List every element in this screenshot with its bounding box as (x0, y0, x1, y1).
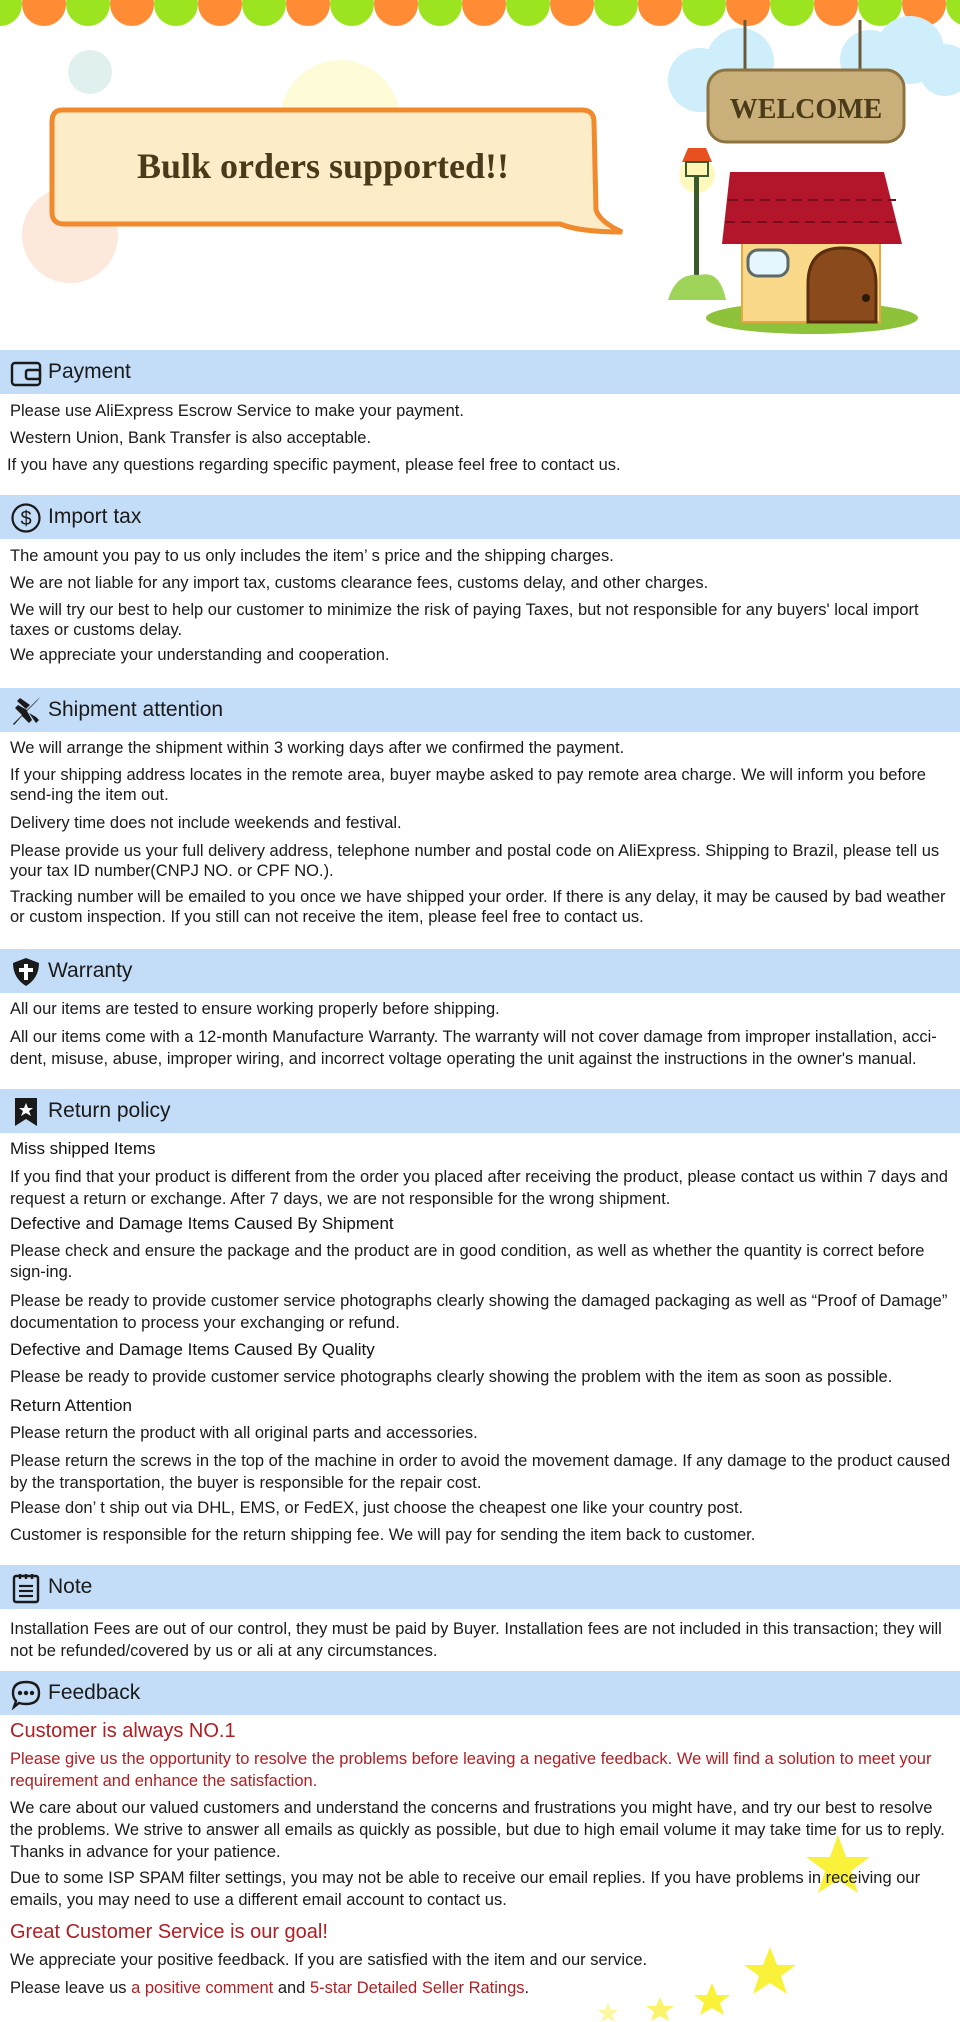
seller-ratings-link[interactable]: 5-star Detailed Seller Ratings (309, 1979, 525, 1997)
feedback-leave-prefix: Please leave us (10, 1979, 132, 1997)
section-title-return-policy: Return policy (48, 1099, 171, 1122)
section-bar-import-tax (0, 495, 960, 539)
payment-line-1: Please use AliExpress Escrow Service to make your payment. (10, 402, 464, 420)
shipment-line-3: Delivery time does not include weekends and festival. (10, 814, 402, 832)
shield-cross-icon (10, 956, 42, 988)
return-attention-line-4: Customer is responsible for the return shipping fee. We will pay for sending the item back to customer. (10, 1526, 756, 1544)
import-tax-line-3: We will try our best to help our customer to minimize the risk of paying Taxes, but not responsible for any buyers' local import taxes or customs delay. (10, 601, 919, 639)
section-title-feedback: Feedback (48, 1681, 141, 1704)
banner-headline: Bulk orders supported!! (136, 146, 510, 186)
payment-line-3: If you have any questions regarding specific payment, please feel free to contact us. (7, 456, 621, 474)
feedback-text-3: We appreciate your positive feedback. If you are satisfied with the item and our service. (10, 1951, 648, 1969)
section-bar-note (0, 1565, 960, 1609)
house-icon (706, 172, 918, 334)
lamp-post-icon (668, 148, 726, 300)
welcome-sign-text: WELCOME (729, 94, 883, 125)
positive-comment-link[interactable]: a positive comment (131, 1979, 274, 1997)
return-attention-line-3: Please don’ t ship out via DHL, EMS, or FedEX, just choose the cheapest one like your country post. (10, 1499, 744, 1517)
warranty-line-2: All our items come with a 12-month Manufacture Warranty. The warranty will not cover damage from improper installation, acci-dent, misuse, abuse, improper wiring, and incorrect voltage operating the unit against the instructions in the owner's manual. (10, 1028, 937, 1068)
dollar-icon (10, 502, 42, 534)
note-text: Installation Fees are out of our control, they must be paid by Buyer. Installation fees are not included in this transaction; they will not be refunded/covered by us or ali at any circumstances. (10, 1620, 942, 1660)
notepad-icon (10, 1572, 42, 1604)
feedback-red-text: Please give us the opportunity to resolve the problems before leaving a negative feedback. We will find a solution to meet your requirement and enhance the satisfaction. (10, 1750, 932, 1790)
shipment-line-1: We will arrange the shipment within 3 working days after we confirmed the payment. (10, 739, 625, 757)
feedback-headline-1: Customer is always NO.1 (10, 1720, 236, 1742)
chat-bubble-icon (10, 1678, 42, 1710)
import-tax-line-1: The amount you pay to us only includes the item’ s price and the shipping charges. (10, 547, 614, 565)
return-miss-text: If you find that your product is different from the order you placed after receiving the product, please contact us within 7 days and request a return or exchange. After 7 days, we are not responsible for the wrong shipment. (10, 1168, 948, 1208)
return-attention-heading: Return Attention (10, 1396, 132, 1415)
feedback-period: . (524, 1979, 530, 1997)
bookmark-star-icon (10, 1096, 42, 1128)
airplane-icon (10, 695, 42, 727)
section-title-warranty: Warranty (48, 959, 133, 982)
star-icon (598, 2003, 618, 2022)
star-icon (646, 1997, 674, 2021)
feedback-text-2: Due to some ISP SPAM filter settings, you may not be able to receive our email replies. If you have problems in receiving our emails, you may need to use a different email account to contact us. (10, 1869, 921, 1909)
svg-text:$: $ (20, 508, 32, 530)
return-shipment-text-2: Please be ready to provide customer service photographs clearly showing the damaged packaging as well as “Proof of Damage” documentation to process your exchanging or refund. (10, 1292, 948, 1332)
return-quality-text: Please be ready to provide customer service photographs clearly showing the problem with the item as soon as possible. (10, 1368, 893, 1386)
section-title-import-tax: Import tax (48, 505, 142, 528)
feedback-headline-2: Great Customer Service is our goal! (10, 1921, 328, 1943)
section-bar-payment (0, 350, 960, 394)
section-bar-feedback (0, 1671, 960, 1715)
feedback-text-1: We care about our valued customers and understand the concerns and frustrations you might have, and try our best to resolve the problems. We strive to answer all emails as quickly as possible, but due to high email volume it may take time for us to reply. Thanks in advance for your patience. (10, 1799, 945, 1861)
scallop-border (0, 0, 960, 26)
section-bar-warranty (0, 949, 960, 993)
warranty-line-1: All our items are tested to ensure working properly before shipping. (10, 1000, 500, 1018)
wallet-icon (10, 357, 42, 389)
return-shipment-heading: Defective and Damage Items Caused By Shipment (10, 1214, 394, 1233)
shipment-line-5: Tracking number will be emailed to you once we have shipped your order. If there is any delay, it may be caused by bad weather or custom inspection. If you still can not receive the item, please feel free to contact us. (10, 888, 946, 926)
payment-line-2: Western Union, Bank Transfer is also acceptable. (10, 429, 372, 447)
return-shipment-text-1: Please check and ensure the package and the product are in good condition, as well as whether the quantity is correct before sign-ing. (10, 1242, 925, 1281)
section-title-shipment: Shipment attention (48, 698, 224, 721)
import-tax-line-4: We appreciate your understanding and cooperation. (10, 646, 390, 664)
header-banner (0, 0, 960, 350)
return-quality-heading: Defective and Damage Items Caused By Quality (10, 1340, 375, 1359)
return-miss-heading: Miss shipped Items (10, 1139, 156, 1158)
shipment-line-4: Please provide us your full delivery address, telephone number and postal code on AliExpress. Shipping to Brazil, please tell us your tax ID number(CNPJ NO. or CPF NO.). (10, 842, 940, 880)
banner-artwork (0, 0, 960, 350)
return-attention-line-2: Please return the screws in the top of the machine in order to avoid the movement damage. If any damage to the product caused by the transportation, the buyer is responsible for the repair cost. (10, 1452, 951, 1492)
feedback-leave-line (10, 1978, 955, 1999)
shipment-line-2: If your shipping address locates in the remote area, buyer maybe asked to pay remote area charge. We will inform you before send-ing the item out. (10, 766, 926, 804)
feedback-and: and (273, 1979, 310, 1997)
section-bar-shipment (0, 688, 960, 732)
section-title-payment: Payment (48, 360, 131, 383)
return-attention-line-1: Please return the product with all original parts and accessories. (10, 1424, 478, 1442)
import-tax-line-2: We are not liable for any import tax, customs clearance fees, customs delay, and other charges. (10, 574, 709, 592)
section-title-note: Note (48, 1575, 93, 1598)
section-bar-return-policy (0, 1089, 960, 1133)
